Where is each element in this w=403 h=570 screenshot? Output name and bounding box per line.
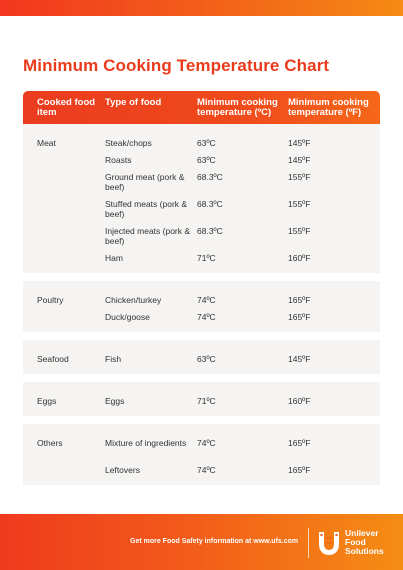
food-type-cell: Ham — [105, 253, 123, 263]
footer-info-text: Get more Food Safety information at www.ufs.com — [130, 538, 299, 545]
fahrenheit-cell: 165ºF — [288, 312, 311, 322]
celsius-cell: 63ºC — [197, 155, 216, 165]
top-accent-bar — [0, 0, 403, 16]
celsius-cell: 74ºC — [197, 295, 216, 305]
fahrenheit-cell: 165ºF — [288, 465, 311, 475]
food-type-cell: Leftovers — [105, 465, 140, 475]
celsius-cell: 71ºC — [197, 253, 216, 263]
food-group — [23, 382, 380, 416]
brand-name: Unilever Food Solutions — [345, 528, 384, 556]
celsius-cell: 68.3ºC — [197, 172, 223, 182]
fahrenheit-cell: 145ºF — [288, 354, 311, 364]
header-fahrenheit: Minimum cooking temperature (ºF) — [288, 97, 369, 118]
food-type-cell: Ground meat (pork & beef) — [105, 172, 185, 192]
fahrenheit-cell: 145ºF — [288, 155, 311, 165]
footer-banner — [0, 514, 403, 570]
food-type-cell: Stuffed meats (pork & beef) — [105, 199, 188, 219]
page-title: Minimum Cooking Temperature Chart — [23, 56, 330, 75]
food-group — [23, 340, 380, 374]
fahrenheit-cell: 165ºF — [288, 295, 311, 305]
fahrenheit-cell: 160ºF — [288, 253, 311, 263]
table-body — [23, 124, 380, 485]
table-header — [23, 91, 380, 124]
celsius-cell: 74ºC — [197, 312, 216, 322]
celsius-cell: 74ºC — [197, 438, 216, 448]
food-item-label: Others — [37, 438, 63, 448]
header-food-item: Cooked food item — [37, 97, 96, 118]
fahrenheit-cell: 145ºF — [288, 138, 311, 148]
fahrenheit-cell: 155ºF — [288, 226, 311, 236]
food-group — [23, 281, 380, 332]
celsius-cell: 71ºC — [197, 396, 216, 406]
food-type-cell: Mixture of ingredients — [105, 438, 187, 448]
food-item-label: Eggs — [37, 396, 57, 406]
food-type-cell: Roasts — [105, 155, 132, 165]
footer-divider — [308, 528, 309, 558]
unilever-logo-icon — [315, 529, 343, 557]
celsius-cell: 68.3ºC — [197, 199, 223, 209]
temperature-table — [23, 91, 380, 485]
header-type: Type of food — [105, 97, 162, 108]
food-type-cell: Injected meats (pork & beef) — [105, 226, 191, 246]
food-type-cell: Chicken/turkey — [105, 295, 162, 305]
celsius-cell: 74ºC — [197, 465, 216, 475]
food-item-label: Meat — [37, 138, 56, 148]
header-celsius: Minimum cooking temperature (ºC) — [197, 97, 278, 118]
celsius-cell: 68.3ºC — [197, 226, 223, 236]
food-item-label: Seafood — [37, 354, 69, 364]
fahrenheit-cell: 155ºF — [288, 172, 311, 182]
fahrenheit-cell: 160ºF — [288, 396, 311, 406]
food-item-label: Poultry — [37, 295, 64, 305]
food-type-cell: Fish — [105, 354, 122, 364]
fahrenheit-cell: 155ºF — [288, 199, 311, 209]
food-type-cell: Eggs — [105, 396, 125, 406]
food-type-cell: Duck/goose — [105, 312, 150, 322]
food-type-cell: Steak/chops — [105, 138, 152, 148]
celsius-cell: 63ºC — [197, 354, 216, 364]
food-group — [23, 124, 380, 273]
fahrenheit-cell: 165ºF — [288, 438, 311, 448]
food-group — [23, 424, 380, 485]
celsius-cell: 63ºC — [197, 138, 216, 148]
